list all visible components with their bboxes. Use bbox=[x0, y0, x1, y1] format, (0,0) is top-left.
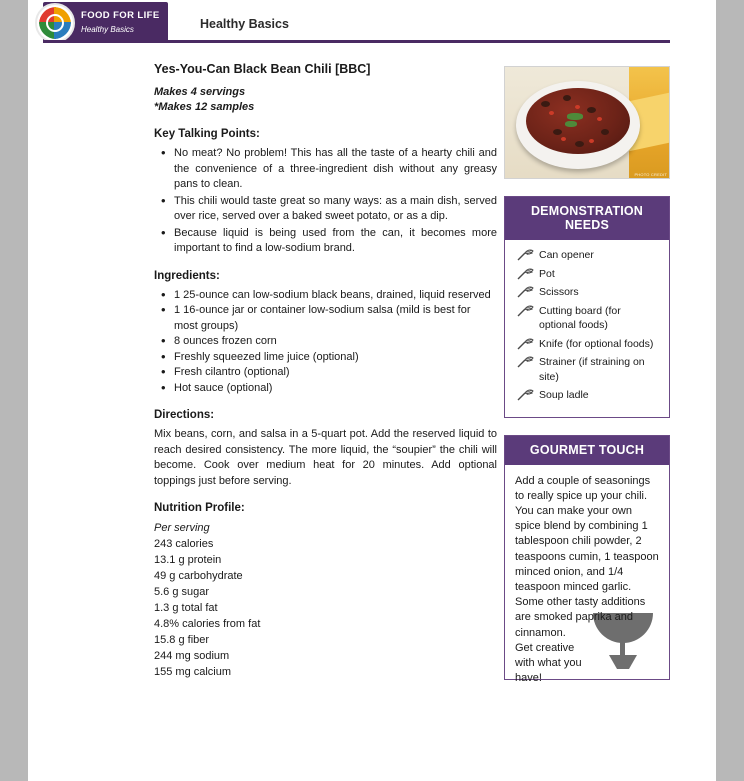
gourmet-touch-closing: Get creative with what you have! bbox=[515, 641, 582, 685]
nutrition-item: 4.8% calories from fat bbox=[154, 618, 261, 630]
list-item-label: Pot bbox=[539, 267, 555, 280]
header-divider bbox=[43, 40, 670, 43]
nutrition-item: 5.6 g sugar bbox=[154, 586, 210, 598]
whisk-icon bbox=[516, 249, 534, 262]
sidebar-column bbox=[504, 66, 670, 685]
whisk-icon bbox=[516, 286, 534, 299]
list-item bbox=[514, 267, 660, 282]
list-item: • 1 16-ounce jar or container low-sodium salsa (mild is best for most groups) bbox=[174, 303, 497, 334]
page-title: Healthy Basics bbox=[200, 17, 289, 31]
list-item: • Freshly squeezed lime juice (optional) bbox=[174, 350, 497, 366]
nutrition-list bbox=[154, 520, 497, 680]
list-item: • 8 ounces frozen corn bbox=[174, 334, 497, 350]
document-header bbox=[28, 0, 716, 46]
directions-heading: Directions: bbox=[154, 409, 215, 421]
logo-subtitle: Healthy Basics bbox=[81, 25, 134, 34]
whisk-icon bbox=[516, 389, 534, 402]
gourmet-touch-body bbox=[505, 465, 669, 685]
nutrition-item: 243 calories bbox=[154, 538, 214, 550]
recipe-photo bbox=[504, 66, 670, 179]
list-item-label: Knife (for optional foods) bbox=[539, 337, 654, 350]
gourmet-touch-box bbox=[504, 435, 670, 685]
list-item: • No meat? No problem! This has all the taste of a hearty chili and the convenience of a three-ingredient dish without any greasy pans to clean. bbox=[174, 146, 497, 193]
nutrition-item: 15.8 g fiber bbox=[154, 634, 210, 646]
samples-line: *Makes 12 samples bbox=[154, 101, 255, 113]
nutrition-item: 155 mg calcium bbox=[154, 666, 232, 678]
nutrition-item: 49 g carbohydrate bbox=[154, 570, 243, 582]
list-item: • Hot sauce (optional) bbox=[174, 381, 497, 397]
talking-points-heading: Key Talking Points: bbox=[154, 128, 260, 140]
recipe-title: Yes-You-Can Black Bean Chili [BBC] bbox=[154, 62, 371, 76]
list-item bbox=[514, 304, 660, 333]
list-item bbox=[514, 248, 660, 263]
list-item bbox=[514, 355, 660, 384]
photo-credit: PHOTO CREDIT bbox=[634, 172, 667, 177]
list-item: • Because liquid is being used from the can, it becomes more important to find a low-sodium brand. bbox=[174, 226, 497, 257]
directions-text: Mix beans, corn, and salsa in a 5-quart pot. Add the reserved liquid to reach desired consistency. The more liquid, the “soupier” the chili will become. Cook over medium heat for 20 minutes. Add optional toppings just before serving. bbox=[154, 428, 497, 487]
list-item bbox=[514, 388, 660, 403]
document-page bbox=[28, 0, 716, 781]
demonstration-needs-list bbox=[505, 240, 669, 417]
ingredients-list bbox=[154, 288, 497, 397]
demonstration-needs-box bbox=[504, 196, 670, 418]
nutrition-per-serving: Per serving bbox=[154, 522, 210, 534]
list-item bbox=[514, 285, 660, 300]
whisk-icon bbox=[516, 305, 534, 318]
brand-logo bbox=[43, 2, 168, 42]
servings-line: Makes 4 servings bbox=[154, 86, 246, 98]
list-item-label: Soup ladle bbox=[539, 389, 589, 401]
ingredients-heading: Ingredients: bbox=[154, 269, 220, 282]
list-item: • Fresh cilantro (optional) bbox=[174, 365, 497, 381]
gourmet-touch-text: Add a couple of seasonings to really spice up your chili. You can make your own spice blend by combining 1 tablespoon chili powder, 2 teaspoons cumin, 1 teaspoon minced onion, and 1/4 teaspoon minced garlic. Some other tasty additions are smoked paprika and cinnamon. bbox=[515, 474, 659, 639]
demonstration-needs-heading: DEMONSTRATION NEEDS bbox=[505, 197, 669, 240]
list-item: • This chili would taste great so many ways: as a main dish, served over rice, served over a baked sweet potato, or as a dip. bbox=[174, 194, 497, 225]
list-item-label: Scissors bbox=[539, 286, 579, 298]
whisk-icon bbox=[516, 338, 534, 351]
scrollbar-gutter[interactable] bbox=[716, 0, 744, 781]
list-item: • 1 25-ounce can low-sodium black beans, drained, liquid reserved bbox=[174, 288, 497, 304]
nutrition-heading: Nutrition Profile: bbox=[154, 502, 245, 514]
nutrition-item: 13.1 g protein bbox=[154, 554, 222, 566]
nutrition-item: 244 mg sodium bbox=[154, 650, 230, 662]
recipe-content bbox=[154, 62, 497, 680]
whisk-icon bbox=[516, 268, 534, 281]
list-item-label: Strainer (if straining on site) bbox=[539, 356, 645, 383]
list-item-label: Cutting board (for optional foods) bbox=[539, 304, 621, 331]
logo-title: FOOD FOR LIFE bbox=[81, 10, 160, 21]
logo-wheel-icon bbox=[35, 3, 75, 43]
whisk-icon bbox=[516, 356, 534, 369]
gourmet-touch-heading: GOURMET TOUCH bbox=[505, 436, 669, 465]
list-item-label: Can opener bbox=[539, 249, 594, 261]
nutrition-item: 1.3 g total fat bbox=[154, 602, 218, 614]
list-item bbox=[514, 337, 660, 352]
talking-points-list bbox=[154, 146, 497, 257]
